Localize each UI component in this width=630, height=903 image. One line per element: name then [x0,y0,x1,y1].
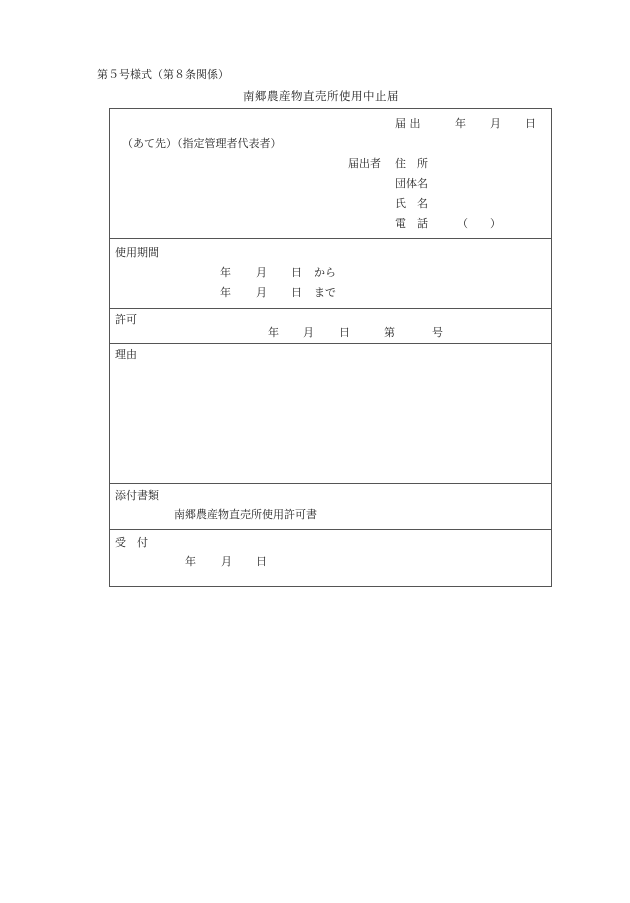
period-from-year: 年 [220,266,231,279]
notice-month: 月 [490,117,501,130]
divider-attachments [110,529,551,530]
period-to-text: まで [314,286,336,299]
notice-date-label: 届 出 [395,117,421,130]
period-to-year: 年 [220,286,231,299]
period-from-day: 日 [291,266,302,279]
permit-year: 年 [268,326,279,339]
permit-label: 許可 [115,313,137,326]
permit-number-prefix: 第 [384,326,395,339]
receipt-label: 受 付 [115,536,148,549]
attachments-label: 添付書類 [115,489,159,502]
period-to-day: 日 [291,286,302,299]
permit-day: 日 [339,326,350,339]
permit-month: 月 [303,326,314,339]
applicant-label: 届出者 [348,157,381,170]
divider-notice [110,238,551,239]
notice-day: 日 [525,117,536,130]
receipt-year: 年 [185,555,196,568]
attached-document: 南郷農産物直売所使用許可書 [174,508,317,521]
receipt-day: 日 [256,555,267,568]
divider-reason [110,483,551,484]
form-number: 第５号様式（第８条関係） [97,68,229,81]
period-from-text: から [314,266,336,279]
period-label: 使用期間 [115,246,159,259]
period-from-month: 月 [256,266,267,279]
addressee: （あて先）（指定管理者代表者） [122,137,282,150]
reason-label: 理由 [115,348,137,361]
address-label: 住 所 [395,157,428,170]
divider-period [110,308,551,309]
document-title: 南郷農産物直売所使用中止届 [243,89,399,103]
phone-parentheses: （ ） [457,217,501,230]
divider-permit [110,343,551,344]
permit-number-suffix: 号 [432,326,443,339]
phone-label: 電 話 [395,217,428,230]
notice-year: 年 [455,117,466,130]
name-label: 氏 名 [395,197,428,210]
organization-label: 団体名 [395,177,428,190]
receipt-month: 月 [221,555,232,568]
period-to-month: 月 [256,286,267,299]
